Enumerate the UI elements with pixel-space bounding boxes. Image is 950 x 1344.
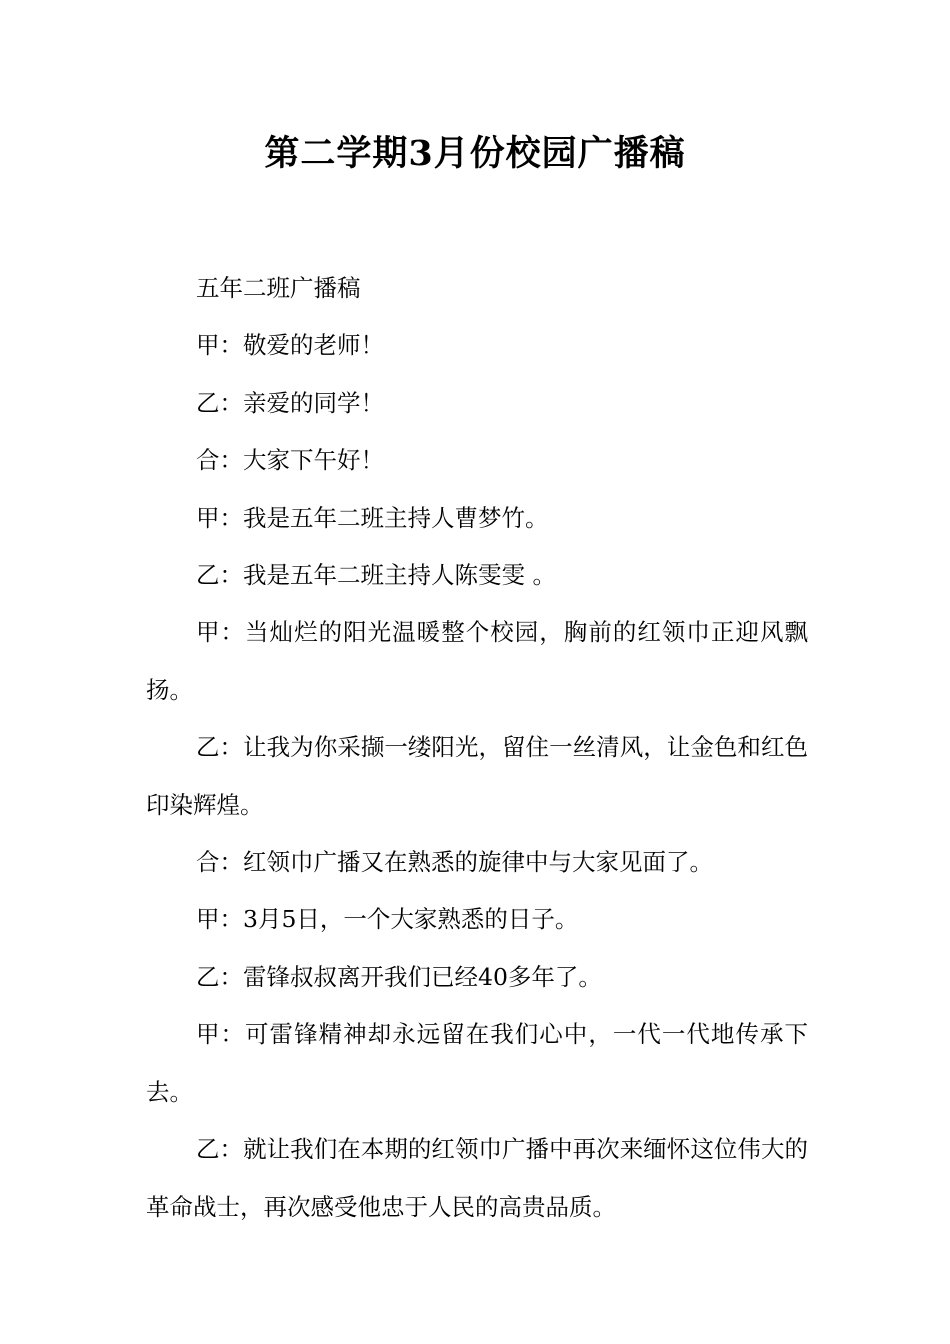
document-body bbox=[146, 260, 808, 1236]
paragraph-line: 乙：就让我们在本期的红领巾广播中再次来缅怀这位伟大的革命战士，再次感受他忠于人民的高贵品质。 bbox=[146, 1135, 808, 1221]
paragraph-line: 乙：我是五年二班主持人陈雯雯 。 bbox=[196, 561, 556, 590]
document-title: 第二学期3月份校园广播稿 bbox=[264, 133, 686, 174]
paragraph-line: 甲：我是五年二班主持人曹梦竹。 bbox=[196, 503, 549, 532]
paragraph-line: 乙：雷锋叔叔离开我们已经40多年了。 bbox=[196, 962, 602, 991]
paragraph-line: 合：大家下午好！ bbox=[196, 446, 384, 475]
paragraph-line: 合：红领巾广播又在熟悉的旋律中与大家见面了。 bbox=[196, 848, 713, 877]
paragraph-line: 甲：3月5日，一个大家熟悉的日子。 bbox=[196, 905, 579, 934]
paragraph-line: 甲：当灿烂的阳光温暖整个校园，胸前的红领巾正迎风飘扬。 bbox=[146, 618, 808, 704]
paragraph-line: 乙：亲爱的同学！ bbox=[196, 388, 384, 417]
paragraph-line: 甲：可雷锋精神却永远留在我们心中，一代一代地传承下去。 bbox=[146, 1020, 808, 1106]
paragraph-line: 乙：让我为你采撷一缕阳光，留住一丝清风，让金色和红色印染辉煌。 bbox=[146, 733, 808, 819]
paragraph-line: 甲：敬爱的老师！ bbox=[196, 331, 384, 360]
paragraph-class-heading: 五年二班广播稿 bbox=[196, 274, 361, 302]
